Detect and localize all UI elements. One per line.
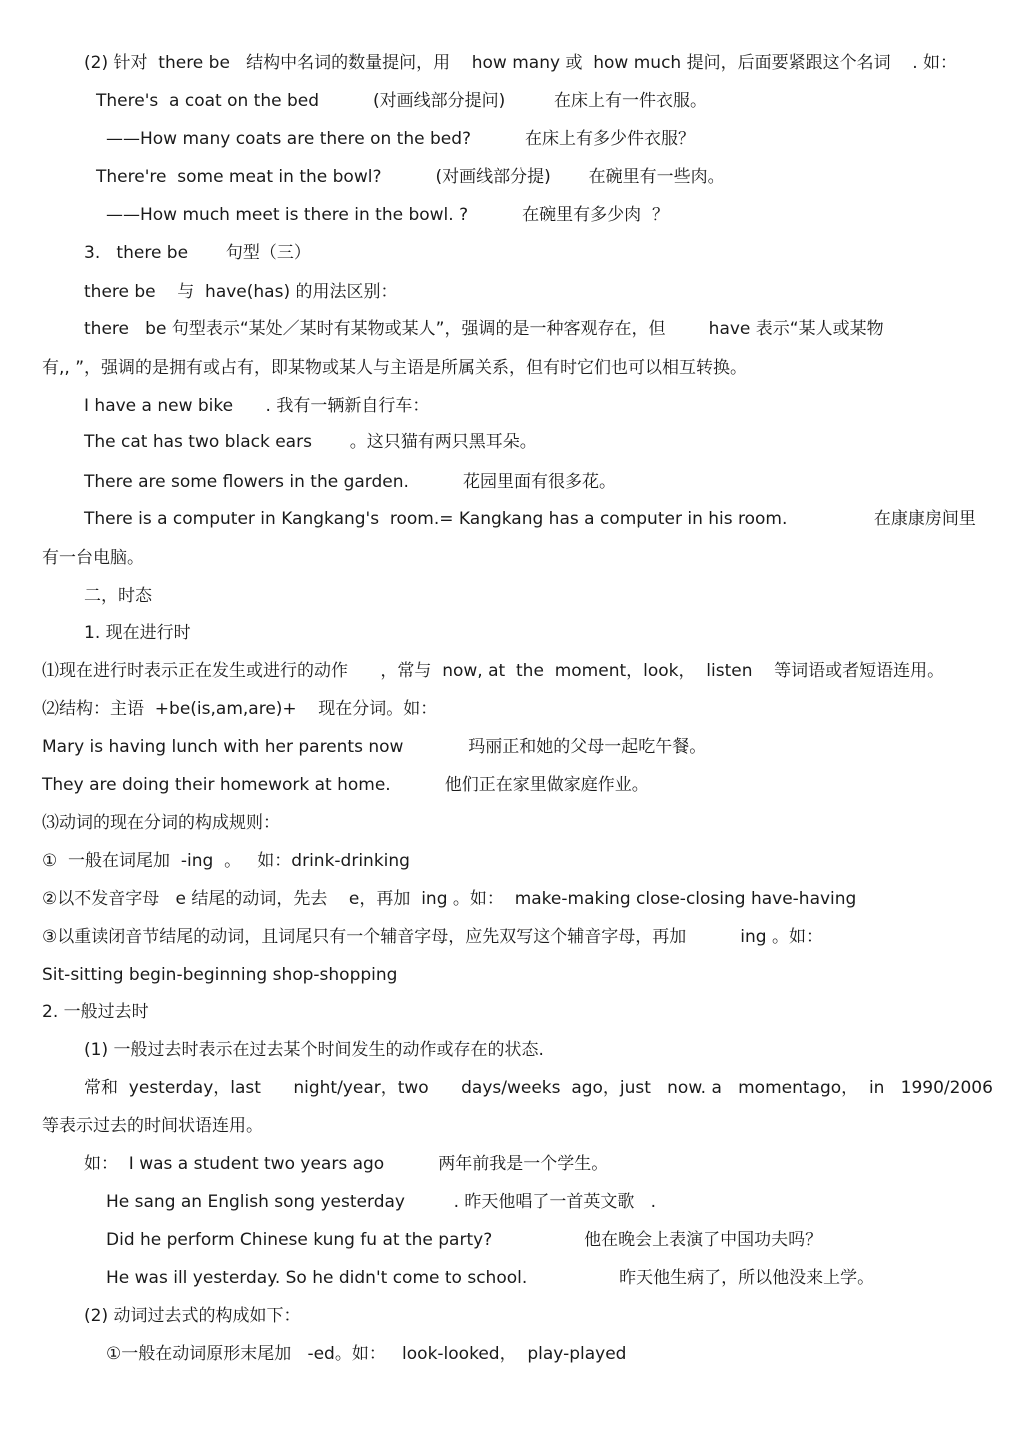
text-line: ②以不发音字母 e 结尾的动词，先去 e，再加 ing 。如： make-making close-closing have-having: [42, 889, 857, 909]
text-line: He was ill yesterday. So he didn't come to school. 昨天他生病了，所以他没来上学。: [106, 1268, 875, 1288]
text-line: ⑵结构：主语 +be(is,am,are)+ 现在分词。如：: [42, 699, 438, 719]
text-line: 等表示过去的时间状语连用。: [42, 1116, 263, 1136]
text-line: (2) 动词过去式的构成如下：: [84, 1306, 301, 1326]
text-line: 如： I was a student two years ago 两年前我是一个学生。: [84, 1154, 609, 1174]
text-line: ⑴现在进行时表示正在发生或进行的动作 ，常与 now, at the moment，look， listen 等词语或者短语连用。: [42, 661, 945, 681]
text-line: (2) 针对 there be 结构中名词的数量提问，用 how many 或 how much 提问，后面要紧跟这个名词 . 如：: [84, 53, 958, 73]
section-heading: 1. 现在进行时: [84, 623, 191, 643]
text-line: There are some flowers in the garden. 花园里面有很多花。: [84, 472, 616, 492]
text-line: They are doing their homework at home. 他们正在家里做家庭作业。: [42, 775, 649, 795]
text-line: 常和 yesterday，last night/year，two days/weeks ago，just now. a momentago， in 1990/2006: [84, 1078, 993, 1098]
text-line: Mary is having lunch with her parents now 玛丽正和她的父母一起吃午餐。: [42, 737, 707, 757]
text-line: ③以重读闭音节结尾的动词，且词尾只有一个辅音字母，应先双写这个辅音字母，再加 ing 。如：: [42, 927, 823, 947]
text-line: Sit-sitting begin-beginning shop-shopping: [42, 965, 398, 985]
text-line: Did he perform Chinese kung fu at the party? 他在晚会上表演了中国功夫吗？: [106, 1230, 823, 1250]
section-heading: 2. 一般过去时: [42, 1002, 149, 1022]
text-line: I have a new bike . 我有一辆新自行车：: [84, 396, 430, 416]
text-line: 有,, ”，强调的是拥有或占有，即某物或某人与主语是所属关系，但有时它们也可以相互转换。: [42, 358, 748, 378]
text-line: there be 句型表示“某处／某时有某物或某人”，强调的是一种客观存在，但 have 表示“某人或某物: [84, 319, 884, 339]
text-line: (1) 一般过去时表示在过去某个时间发生的动作或存在的状态.: [84, 1040, 544, 1060]
text-line: 有一台电脑。: [42, 548, 144, 568]
text-line: ① 一般在词尾加 -ing 。 如：drink-drinking: [42, 851, 410, 871]
section-heading: 3. there be 句型（三）: [84, 243, 311, 263]
text-line: There's a coat on the bed (对画线部分提问) 在床上有一件衣服。: [96, 91, 707, 111]
text-line: ①一般在动词原形末尾加 -ed。如： look-looked， play-played: [106, 1344, 627, 1364]
section-heading: 二，时态: [84, 586, 152, 606]
text-line: ⑶动词的现在分词的构成规则：: [42, 813, 280, 833]
text-line: There're some meat in the bowl? (对画线部分提) 在碗里有一些肉。: [96, 167, 725, 187]
text-line: ——How many coats are there on the bed? 在床上有多少件衣服？: [106, 129, 696, 149]
text-line: He sang an English song yesterday . 昨天他唱了一首英文歌 .: [106, 1192, 657, 1212]
text-line: ——How much meet is there in the bowl. ? 在碗里有多少肉 ？: [106, 205, 669, 225]
text-line: there be 与 have(has) 的用法区别：: [84, 282, 398, 302]
text-line: There is a computer in Kangkang's room.= Kangkang has a computer in his room. 在康康房间里: [84, 509, 976, 529]
text-line: The cat has two black ears 。这只猫有两只黑耳朵。: [84, 432, 537, 452]
